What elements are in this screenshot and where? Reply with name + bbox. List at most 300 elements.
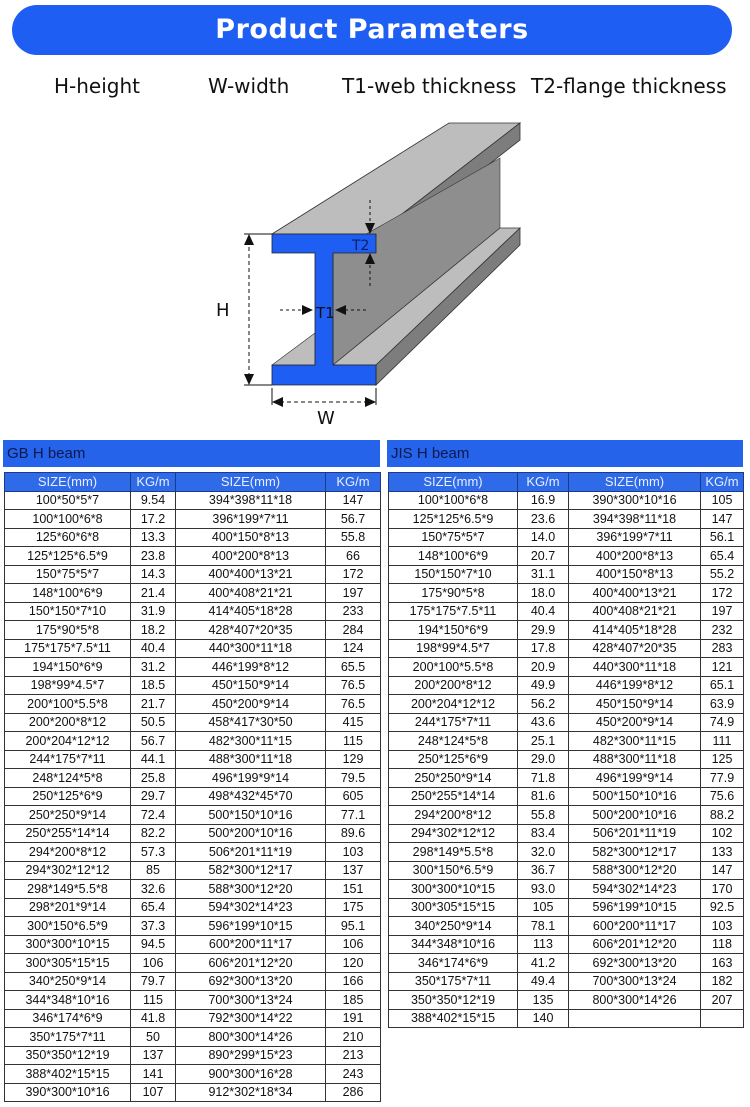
weight-cell: 18.5 [131,676,176,695]
size-cell: 700*300*13*24 [176,991,326,1010]
size-cell: 588*300*12*20 [569,861,701,880]
weight-cell: 137 [326,861,381,880]
table-row [389,713,744,732]
weight-cell: 120 [326,954,381,973]
size-cell: 148*100*6*9 [5,584,131,603]
weight-cell: 37.3 [131,917,176,936]
size-cell: 125*125*6.5*9 [5,547,131,566]
weight-cell: 172 [326,565,381,584]
size-cell: 298*149*5.5*8 [5,880,131,899]
table-row [5,510,381,529]
size-cell: 692*300*13*20 [176,972,326,991]
weight-cell: 56.2 [518,695,569,714]
weight-cell: 103 [326,843,381,862]
size-cell: 396*199*7*11 [176,510,326,529]
weight-cell: 95.1 [326,917,381,936]
weight-cell: 79.7 [131,972,176,991]
table-row [389,565,744,584]
size-cell: 500*150*10*16 [569,787,701,806]
table-row [5,1028,381,1047]
table-row [5,1009,381,1028]
table-row [5,954,381,973]
size-cell: 150*150*7*10 [389,565,518,584]
size-cell: 300*305*15*15 [5,954,131,973]
col-header: SIZE(mm) [389,473,518,492]
size-cell: 394*398*11*18 [176,491,326,510]
size-cell: 148*100*6*9 [389,547,518,566]
weight-cell: 163 [701,954,744,973]
table-row [5,621,381,640]
weight-cell: 197 [701,602,744,621]
table-row [389,695,744,714]
weight-cell: 213 [326,1046,381,1065]
col-header: SIZE(mm) [569,473,701,492]
weight-cell: 105 [518,898,569,917]
weight-cell: 147 [701,861,744,880]
size-cell: 414*405*18*28 [569,621,701,640]
weight-cell: 284 [326,621,381,640]
col-header: KG/m [131,473,176,492]
weight-cell: 103 [701,917,744,936]
weight-cell: 72.4 [131,806,176,825]
weight-cell: 233 [326,602,381,621]
weight-cell: 76.5 [326,695,381,714]
weight-cell: 16.9 [518,491,569,510]
weight-cell: 107 [131,1083,176,1102]
weight-cell: 21.7 [131,695,176,714]
size-cell: 350*350*12*19 [5,1046,131,1065]
weight-cell: 55.8 [518,806,569,825]
weight-cell: 77.1 [326,806,381,825]
weight-cell: 113 [518,935,569,954]
table-row [389,658,744,677]
size-cell: 506*201*11*19 [569,824,701,843]
weight-cell: 286 [326,1083,381,1102]
weight-cell: 9.54 [131,491,176,510]
weight-cell: 172 [701,584,744,603]
weight-cell: 77.9 [701,769,744,788]
gb-h-beam-table [4,472,381,1102]
weight-cell: 415 [326,713,381,732]
table-row [5,824,381,843]
size-cell: 400*150*8*13 [176,528,326,547]
table-row [5,1083,381,1102]
weight-cell: 141 [131,1065,176,1084]
size-cell: 594*302*14*23 [569,880,701,899]
weight-cell: 135 [518,991,569,1010]
size-cell: 400*400*13*21 [569,584,701,603]
weight-cell: 151 [326,880,381,899]
weight-cell: 170 [701,880,744,899]
dim-h-label: H [216,300,230,321]
size-cell: 390*300*10*16 [5,1083,131,1102]
size-cell: 298*201*9*14 [5,898,131,917]
weight-cell: 29.7 [131,787,176,806]
weight-cell: 14.3 [131,565,176,584]
weight-cell: 17.8 [518,639,569,658]
weight-cell: 121 [701,658,744,677]
size-cell: 294*200*8*12 [5,843,131,862]
table-row [5,750,381,769]
weight-cell: 75.6 [701,787,744,806]
table-row [5,898,381,917]
label-flange-thickness: T2-flange thickness [531,74,727,98]
table-row [389,769,744,788]
table-row [389,824,744,843]
size-cell: 175*90*5*8 [389,584,518,603]
table-row [5,695,381,714]
size-cell: 606*201*12*20 [176,954,326,973]
weight-cell: 102 [701,824,744,843]
size-cell: 890*299*15*23 [176,1046,326,1065]
table-row [389,880,744,899]
weight-cell: 197 [326,584,381,603]
size-cell: 300*305*15*15 [389,898,518,917]
weight-cell: 175 [326,898,381,917]
table-row [5,713,381,732]
weight-cell: 65.4 [131,898,176,917]
size-cell: 792*300*14*22 [176,1009,326,1028]
weight-cell: 243 [326,1065,381,1084]
table-row [389,750,744,769]
weight-cell: 32.0 [518,843,569,862]
size-cell: 300*300*10*15 [389,880,518,899]
size-cell: 450*200*9*14 [569,713,701,732]
weight-cell: 56.7 [326,510,381,529]
weight-cell: 65.5 [326,658,381,677]
size-cell: 194*150*6*9 [389,621,518,640]
table-row [5,769,381,788]
size-cell: 244*175*7*11 [5,750,131,769]
weight-cell: 124 [326,639,381,658]
page-title-banner: Product Parameters [12,5,732,55]
table-row [5,787,381,806]
table-row [5,732,381,751]
dim-w-label: W [317,408,335,429]
size-cell: 400*408*21*21 [176,584,326,603]
size-cell: 175*90*5*8 [5,621,131,640]
weight-cell: 129 [326,750,381,769]
table-row [389,806,744,825]
weight-cell: 93.0 [518,880,569,899]
size-cell: 198*99*4.5*7 [5,676,131,695]
size-cell: 350*175*7*11 [5,1028,131,1047]
weight-cell: 44.1 [131,750,176,769]
weight-cell: 49.9 [518,676,569,695]
size-cell: 346*174*6*9 [5,1009,131,1028]
weight-cell: 23.8 [131,547,176,566]
col-header: KG/m [518,473,569,492]
size-cell: 150*75*5*7 [389,528,518,547]
size-cell: 500*200*10*16 [176,824,326,843]
weight-cell: 210 [326,1028,381,1047]
size-cell: 800*300*14*26 [569,991,701,1010]
weight-cell: 71.8 [518,769,569,788]
size-cell: 446*199*8*12 [176,658,326,677]
table-row [389,621,744,640]
size-cell: 244*175*7*11 [389,713,518,732]
weight-cell: 18.2 [131,621,176,640]
table-row [5,676,381,695]
weight-cell: 63.9 [701,695,744,714]
size-cell: 344*348*10*16 [389,935,518,954]
weight-cell: 106 [326,935,381,954]
weight-cell: 29.0 [518,750,569,769]
size-cell: 250*255*14*14 [389,787,518,806]
size-cell: 340*250*9*14 [389,917,518,936]
weight-cell: 111 [701,732,744,751]
weight-cell: 140 [518,1009,569,1028]
weight-cell: 25.8 [131,769,176,788]
size-cell: 500*200*10*16 [569,806,701,825]
weight-cell: 55.8 [326,528,381,547]
size-cell: 250*250*9*14 [389,769,518,788]
col-header: SIZE(mm) [176,473,326,492]
table-row [5,602,381,621]
table-row [389,528,744,547]
size-cell: 388*402*15*15 [5,1065,131,1084]
weight-cell: 43.6 [518,713,569,732]
col-header: SIZE(mm) [5,473,131,492]
table-row [5,935,381,954]
weight-cell: 232 [701,621,744,640]
weight-cell: 20.7 [518,547,569,566]
col-header: KG/m [326,473,381,492]
weight-cell: 50.5 [131,713,176,732]
weight-cell: 29.9 [518,621,569,640]
table-row [5,639,381,658]
weight-cell: 137 [131,1046,176,1065]
size-cell: 250*125*6*9 [389,750,518,769]
jis-h-beam-table [388,472,744,1028]
weight-cell: 118 [701,935,744,954]
size-cell: 194*150*6*9 [5,658,131,677]
weight-cell: 41.8 [131,1009,176,1028]
size-cell: 250*125*6*9 [5,787,131,806]
size-cell: 200*200*8*12 [5,713,131,732]
size-cell: 440*300*11*18 [569,658,701,677]
size-cell: 588*300*12*20 [176,880,326,899]
size-cell: 350*175*7*11 [389,972,518,991]
weight-cell: 56.7 [131,732,176,751]
table-row [5,658,381,677]
table-row [389,991,744,1010]
size-cell: 482*300*11*15 [176,732,326,751]
table-row [5,861,381,880]
h-beam-diagram [200,110,540,430]
size-cell: 346*174*6*9 [389,954,518,973]
weight-cell: 88.2 [701,806,744,825]
size-cell: 428*407*20*35 [176,621,326,640]
weight-cell: 92.5 [701,898,744,917]
size-cell: 700*300*13*24 [569,972,701,991]
weight-cell: 20.9 [518,658,569,677]
size-cell: 600*200*11*17 [176,935,326,954]
size-cell: 388*402*15*15 [389,1009,518,1028]
table-row [389,898,744,917]
weight-cell: 605 [326,787,381,806]
size-cell: 606*201*12*20 [569,935,701,954]
weight-cell: 115 [131,991,176,1010]
table-row [389,547,744,566]
weight-cell: 185 [326,991,381,1010]
size-cell: 414*405*18*28 [176,602,326,621]
dim-t2-label: T2 [352,238,370,254]
weight-cell: 23.6 [518,510,569,529]
weight-cell: 13.3 [131,528,176,547]
table-row [389,732,744,751]
weight-cell: 40.4 [131,639,176,658]
size-cell: 100*100*6*8 [5,510,131,529]
table-row [389,602,744,621]
table-row [5,1065,381,1084]
size-cell: 400*408*21*21 [569,602,701,621]
size-cell: 294*200*8*12 [389,806,518,825]
weight-cell: 166 [326,972,381,991]
weight-cell: 207 [701,991,744,1010]
weight-cell: 25.1 [518,732,569,751]
size-cell: 400*150*8*13 [569,565,701,584]
size-cell: 200*204*12*12 [5,732,131,751]
weight-cell: 65.1 [701,676,744,695]
table-row [5,528,381,547]
label-width: W-width [208,74,290,98]
size-cell: 482*300*11*15 [569,732,701,751]
size-cell: 250*255*14*14 [5,824,131,843]
table-row [389,639,744,658]
table-row [5,584,381,603]
table-row [389,787,744,806]
table-row [389,584,744,603]
size-cell: 100*100*6*8 [389,491,518,510]
table-row [5,806,381,825]
weight-cell: 105 [701,491,744,510]
weight-cell: 66 [326,547,381,566]
size-cell: 390*300*10*16 [569,491,701,510]
size-cell: 500*150*10*16 [176,806,326,825]
size-cell: 294*302*12*12 [5,861,131,880]
size-cell: 150*75*5*7 [5,565,131,584]
weight-cell: 31.2 [131,658,176,677]
weight-cell: 40.4 [518,602,569,621]
table-row [389,972,744,991]
size-cell: 446*199*8*12 [569,676,701,695]
size-cell: 428*407*20*35 [569,639,701,658]
weight-cell: 147 [701,510,744,529]
size-cell: 200*200*8*12 [389,676,518,695]
table-row [389,1009,744,1028]
weight-cell: 182 [701,972,744,991]
size-cell: 596*199*10*15 [176,917,326,936]
size-cell: 450*200*9*14 [176,695,326,714]
weight-cell [701,1009,744,1028]
size-cell: 396*199*7*11 [569,528,701,547]
weight-cell: 115 [326,732,381,751]
weight-cell: 57.3 [131,843,176,862]
size-cell: 394*398*11*18 [569,510,701,529]
size-cell: 506*201*11*19 [176,843,326,862]
weight-cell: 17.2 [131,510,176,529]
size-cell: 350*350*12*19 [389,991,518,1010]
weight-cell: 81.6 [518,787,569,806]
size-cell: 200*100*5.5*8 [389,658,518,677]
size-cell: 488*300*11*18 [176,750,326,769]
size-cell: 125*125*6.5*9 [389,510,518,529]
size-cell: 175*175*7.5*11 [5,639,131,658]
size-cell: 250*250*9*14 [5,806,131,825]
dim-t1-label: T1 [316,304,335,322]
weight-cell: 106 [131,954,176,973]
size-cell: 125*60*6*8 [5,528,131,547]
weight-cell: 85 [131,861,176,880]
jis-section-title: JIS H beam [387,440,743,467]
weight-cell: 56.1 [701,528,744,547]
weight-cell: 31.1 [518,565,569,584]
size-cell: 400*400*13*21 [176,565,326,584]
weight-cell: 82.2 [131,824,176,843]
table-row [5,491,381,510]
weight-cell: 79.5 [326,769,381,788]
size-cell: 440*300*11*18 [176,639,326,658]
weight-cell: 49.4 [518,972,569,991]
size-cell: 582*300*12*17 [176,861,326,880]
size-cell: 900*300*16*28 [176,1065,326,1084]
size-cell: 692*300*13*20 [569,954,701,973]
size-cell: 340*250*9*14 [5,972,131,991]
size-cell: 600*200*11*17 [569,917,701,936]
size-cell: 596*199*10*15 [569,898,701,917]
weight-cell: 18.0 [518,584,569,603]
size-cell: 450*150*9*14 [569,695,701,714]
label-height: H-height [54,74,141,98]
weight-cell: 283 [701,639,744,658]
table-row [389,954,744,973]
size-cell: 198*99*4.5*7 [389,639,518,658]
size-cell: 400*200*8*13 [569,547,701,566]
weight-cell: 14.0 [518,528,569,547]
size-cell: 496*199*9*14 [176,769,326,788]
weight-cell: 36.7 [518,861,569,880]
table-row [389,935,744,954]
size-cell: 800*300*14*26 [176,1028,326,1047]
size-cell: 400*200*8*13 [176,547,326,566]
size-cell: 488*300*11*18 [569,750,701,769]
weight-cell: 50 [131,1028,176,1047]
weight-cell: 78.1 [518,917,569,936]
weight-cell: 55.2 [701,565,744,584]
weight-cell: 133 [701,843,744,862]
table-row [5,917,381,936]
weight-cell: 83.4 [518,824,569,843]
weight-cell: 32.6 [131,880,176,899]
size-cell: 344*348*10*16 [5,991,131,1010]
table-row [389,917,744,936]
table-row [389,861,744,880]
weight-cell: 65.4 [701,547,744,566]
table-row [5,1046,381,1065]
weight-cell: 89.6 [326,824,381,843]
weight-cell: 94.5 [131,935,176,954]
table-row [5,880,381,899]
size-cell: 450*150*9*14 [176,676,326,695]
table-row [5,547,381,566]
size-cell: 582*300*12*17 [569,843,701,862]
size-cell: 458*417*30*50 [176,713,326,732]
table-row [389,676,744,695]
weight-cell: 191 [326,1009,381,1028]
weight-cell: 147 [326,491,381,510]
table-row [5,991,381,1010]
